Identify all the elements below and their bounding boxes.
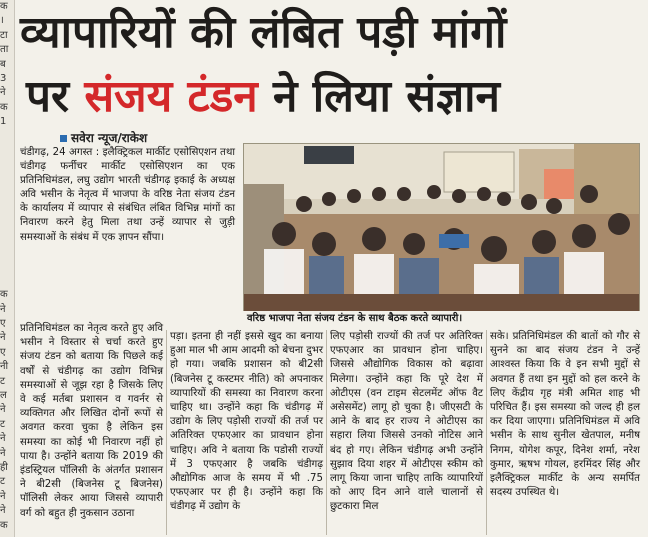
- fragment-line: ने: [0, 505, 6, 517]
- column-text: सके। प्रतिनिधिमंडल की बातों को गौर से सुनने का बाद संजय टंडन ने उन्हें आश्वस्त किया कि वे इन सभी मुद्दों से अवगत हैं तथा इन मुद्दों को हल करने के लिए केंद्रीय गृह मंत्री अमित शाह भी परिचित हैं। इस समस्या को जल्द ही हल कर दिया जाएगा। प्रतिनिधिमंडल में अवि भसीन के साथ सुनील खेतपाल, मनीष निगम, योगेश कपूर, दिनेश शर्मा, नरेश कुमार, ऋषभ गोयल, हरमिंदर सिंह और इलैक्ट्रिकल मार्कीट के अन्य समर्पित सदस्य उपस्थित थे।: [490, 331, 640, 499]
- fragment-line: ने: [0, 433, 6, 445]
- fragment-line: ट: [0, 476, 6, 488]
- fragment-line: ल: [0, 389, 7, 401]
- fragment-line: ने: [0, 332, 6, 344]
- body-column-2: [170, 330, 323, 515]
- fragment-line: ने: [0, 447, 6, 459]
- fragment-line: ने: [0, 490, 6, 502]
- fragment-line: क: [0, 289, 8, 301]
- fragment-line: [0, 173, 14, 187]
- lead-text: चंडीगढ़, 24 अगस्त : इलैक्ट्रिकल मार्कीट एसोसिएशन तथा चंडीगढ़ फर्नीचर मार्कीट एसोसिएशन का एक प्रतिनिधिमंडल, लघु उद्योग भारती चंडीगढ़ इकाई के अध्यक्ष अवि भसीन के नेतृत्व में भाजपा के वरिष्ठ नेता संजय टंडन के कार्यालय में व्यापार से संबंधित लंबित विभिन्न मांगों का निवारण करने हेतु मिला तथा उन्हें व्यापार से जुड़ी समस्याओं के संबंध में एक ज्ञापन सौंपा।: [20, 147, 235, 243]
- body-column-1: [20, 322, 163, 521]
- byline-text: सवेरा न्यूज/राकेश: [71, 131, 148, 145]
- fragment-line: ही: [0, 462, 8, 473]
- column-text: लिए पड़ोसी राज्यों की तर्ज पर अतिरिक्त एफएआर का प्रावधान होना चाहिए। जिससे औद्योगिक विकास को बढ़ावा मिलेगा। उन्होंने कहा कि पूरे देश में ओटीएस (वन टाइम सेटलमेंट ऑफ वैट असेसमेंट) लागू हो चुका है। जीएसटी के आने के बाद हर राज्य ने ओटीएस का सहारा लिया जिससे उनको नोटिस आने बंद हो गए। लेकिन चंडीगढ़ अभी उन्होंने सुझाव दिया शहर में ओटीएस स्कीम को लागू किया जाना चाहिए ताकि व्यापारियों को आए दिन आने वाले चालानों से छुटकारा मिल: [330, 331, 483, 513]
- fragment-line: [0, 231, 14, 245]
- body-column-3: [330, 330, 483, 515]
- column-text: पड़ा। इतना ही नहीं इससे खुद का बनाया हुआ माल भी आम आदमी को बेचना दुभर हो गया। जबकि प्रशासन को बी2सी (बिजनेस टू कस्टमर नीति) को अपनाकर व्यापारियों की समस्या का निवारण करना चाहिए था। उन्होंने कहा कि चंडीगढ़ में उद्योग के लिए पड़ोसी राज्यों की तर्ज पर अतिरिक्त एफएआर का प्रावधान होना चाहिए। अवि ने बताया कि पडोसी राज्यों में 3 एफएआर है जबकि चंडीगढ़ औद्योगिक आज के समय में भी .75 एफएआर पर ही है। उन्होंने कहा कि चंडीगढ़ में उद्योग के: [170, 331, 323, 513]
- fragment-line: ए: [0, 346, 6, 358]
- column-divider: [166, 330, 167, 535]
- column-divider: [326, 330, 327, 535]
- fragment-line: नी: [0, 361, 9, 373]
- fragment-line: ।: [0, 15, 4, 27]
- fragment-line: ने: [0, 303, 6, 315]
- headline-suffix: ने लिया संज्ञान: [257, 71, 500, 122]
- fragment-line: [0, 158, 14, 172]
- fragment-line: [0, 187, 14, 201]
- byline: [60, 129, 147, 146]
- body-column-4: [490, 330, 640, 500]
- fragment-line: [0, 144, 14, 158]
- fragment-line: 3: [0, 73, 7, 85]
- fragment-line: [0, 202, 14, 216]
- bullet-icon: [60, 135, 67, 142]
- fragment-line: ए: [0, 317, 6, 329]
- fragment-line: ने: [0, 404, 6, 416]
- fragment-line: ब: [0, 58, 6, 70]
- headline-highlight-name: संजय टंडन: [84, 71, 258, 122]
- fragment-line: [0, 216, 14, 230]
- fragment-line: ट: [0, 375, 6, 387]
- fragment-line: [0, 130, 14, 144]
- headline-prefix: पर: [26, 71, 85, 122]
- fragment-line: 1: [0, 116, 7, 128]
- fragment-line: ट: [0, 418, 6, 430]
- headline-line-1: व्यापारियों की लंबित पड़ी मांगों: [20, 7, 507, 58]
- lead-paragraph: [20, 146, 235, 245]
- fragment-line: क: [0, 1, 8, 12]
- column-divider: [486, 330, 487, 535]
- fragment-line: क: [0, 101, 8, 113]
- fragment-line: [0, 259, 14, 273]
- adjacent-article-fragment: [0, 0, 15, 537]
- fragment-line: क: [0, 519, 8, 531]
- fragment-line: टा: [0, 29, 8, 41]
- fragment-line: ने: [0, 87, 6, 99]
- meeting-photo: [243, 143, 640, 312]
- fragment-line: [0, 274, 14, 288]
- photo-caption: वरिष्ठ भाजपा नेता संजय टंडन के साथ बैठक करते व्यापारी।: [243, 311, 640, 326]
- column-text: प्रतिनिधिमंडल का नेतृत्व करते हुए अवि भसीन ने विस्तार से चर्चा करते हुए संजय टंडन को बताया कि पिछले कई वर्षों से चंडीगढ़ का उद्योग विभिन्न समस्याओं से जूझ रहा है जिसके लिए वे कई मर्तबा प्रशासन व गवर्नर से व्यक्तिगत और लिखित दोनों रूपों से अवगत करवा चुका है लेकिन इस समस्या का कोई भी निवारण नहीं हो पाया है। उन्होंने बताया कि 2019 की इंडस्ट्रियल पॉलिसी के अंतर्गत प्रशासन ने बी2सी (बिजनेस टू बिजनेस) पॉलिसी लेकर आया जिससे व्यापारी वर्ग को बहुत ही नुकसान उठाना: [20, 323, 163, 519]
- headline-line-2: [26, 66, 500, 128]
- fragment-line: [0, 245, 14, 259]
- fragment-line: ता: [0, 44, 9, 56]
- meeting-photo-illustration: [244, 144, 639, 311]
